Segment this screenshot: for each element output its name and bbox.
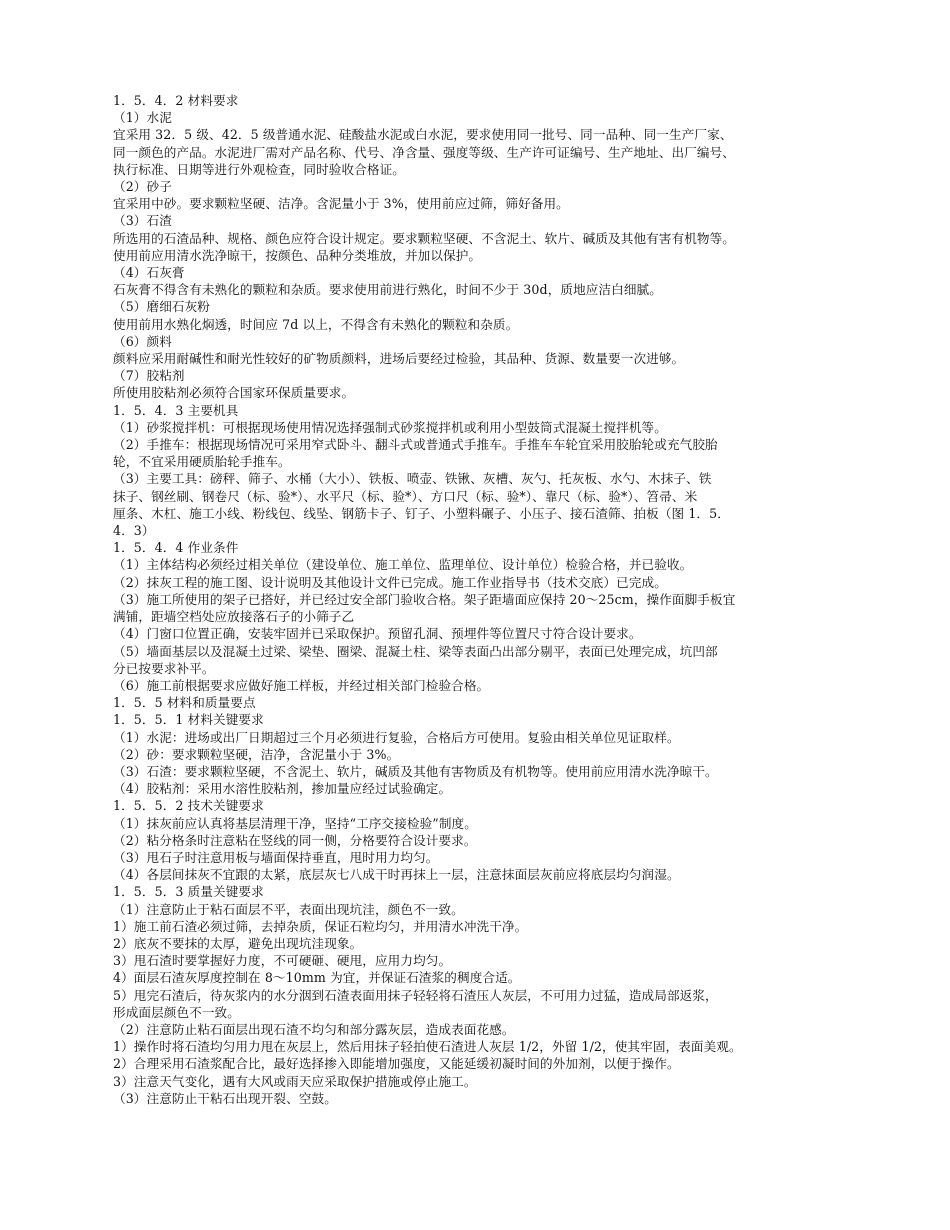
text-line: （5）墙面基层以及混凝土过梁、梁垫、圈梁、混凝土柱、梁等表面凸出部分剔平，表面已处理完成，坑凹部 [113, 643, 718, 659]
text-line: （4）各层间抹灰不宜跟的太紧，底层灰七八成干时再抹上一层，注意抹面层灰前应将底层均匀润湿。 [113, 867, 680, 883]
text-line: （4）胶粘剂：采用水溶性胶粘剂，掺加量应经过试验确定。 [113, 781, 452, 797]
text-line: （1）抹灰前应认真将基层清理干净，坚持“工序交接检验”制度。 [113, 815, 477, 831]
text-line: 3）甩石渣时要掌握好力度，不可硬砸、硬甩，应用力均匀。 [113, 953, 452, 969]
text-line: （3）甩石子时注意用板与墙面保持垂直，甩时用力均匀。 [113, 849, 439, 865]
text-line: 2）底灰不要抹的太厚，避免出现坑洼现象。 [113, 935, 363, 951]
text-line: 颜料应采用耐碱性和耐光性较好的矿物质颜料，进场后要经过检验，其品种、货源、数量要一次进够。 [113, 351, 685, 367]
text-line: 4）面层石渣灰厚度控制在 8～10mm 为宜，并保证石渣浆的稠度合适。 [113, 970, 521, 986]
text-line: 宜采用 32．5 级、42．5 级普通水泥、硅酸盐水泥或白水泥，要求使用同一批号、同一品种、同一生产厂家、 [113, 127, 733, 143]
text-line: 石灰膏不得含有未熟化的颗粒和杂质。要求使用前进行熟化，时间不少于 30d，质地应洁白细腻。 [113, 282, 662, 298]
document-page [113, 92, 873, 1107]
text-line: 形成面层颜色不一致。 [113, 1004, 240, 1020]
text-line: （2）抹灰工程的施工图、设计说明及其他设计文件已完成。施工作业指导书（技术交底）已完成。 [113, 574, 667, 590]
text-line: 所选用的石渣品种、规格、颜色应符合设计规定。要求颗粒坚硬、不含泥土、软片、碱质及其他有害有机物等。 [113, 230, 735, 246]
text-line: 1．5．4．4 作业条件 [113, 540, 239, 556]
text-line: （1）水泥 [113, 110, 172, 126]
text-line: 同一颜色的产品。水泥进厂需对产品名称、代号、净含量、强度等级、生产许可证编号、生产地址、出厂编号、 [113, 144, 735, 160]
text-line: 抹子、钢丝刷、钢卷尺（标、验*）、水平尺（标、验*）、方口尺（标、验*）、靠尺（标、验*）、笤帚、米 [113, 488, 698, 504]
text-line: 3）注意天气变化，遇有大风或雨天应采取保护措施或停止施工。 [113, 1073, 477, 1089]
text-line: （4）门窗口位置正确，安装牢固并已采取保护。预留孔洞、预埋件等位置尺寸符合设计要求。 [113, 626, 642, 642]
text-line: 执行标准、日期等进行外观检查，同时验收合格证。 [113, 161, 405, 177]
text-line: 1．5．5．2 技术关键要求 [113, 798, 264, 814]
text-line: （2）粘分格条时注意粘在竖线的同一侧，分格要符合设计要求。 [113, 832, 477, 848]
text-line: （3）石渣 [113, 213, 172, 229]
text-line: （2）手推车：根据现场情况可采用窄式卧斗、翻斗式或普通式手推车。手推车车轮宜采用胶胎轮或充气胶胎 [113, 437, 718, 453]
text-line: （1）砂浆搅拌机：可根据现场使用情况选择强制式砂浆搅拌机或利用小型鼓筒式混凝土搅拌机等。 [113, 419, 667, 435]
text-line: （3）注意防止干粘石出现开裂、空鼓。 [113, 1090, 337, 1106]
text-line: （3）施工所使用的架子已搭好，并已经过安全部门验收合格。架子距墙面应保持 20～25cm，操作面脚手板宜 [113, 591, 736, 607]
text-line: （6）颜料 [113, 333, 172, 349]
text-line: （3）主要工具：磅秤、筛子、水桶（大小）、铁板、喷壶、铁锹、灰槽、灰勺、托灰板、水勺、木抹子、铁 [113, 471, 712, 487]
text-line: 1．5．5 材料和质量要点 [113, 695, 256, 711]
text-line: 5）甩完石渣后，待灰浆内的水分洇到石渣表面用抹子轻轻将石渣压人灰层，不可用力过猛，造成局部返浆， [113, 987, 718, 1003]
text-line: 所使用胶粘剂必须符合国家环保质量要求。 [113, 385, 355, 401]
text-line: 1．5．5．1 材料关键要求 [113, 712, 264, 728]
text-line: 使用前用水熟化焖透，时间应 7d 以上，不得含有未熟化的颗粒和杂质。 [113, 316, 519, 332]
text-line: 使用前应用清水洗净晾干，按颜色、品种分类堆放，并加以保护。 [113, 247, 482, 263]
text-line: 4．3） [113, 523, 155, 539]
text-line: （3）石渣：要求颗粒坚硬，不含泥土、软片，碱质及其他有害物质及有机物等。使用前应用清水洗净晾干。 [113, 763, 718, 779]
text-line: 厘条、木杠、施工小线、粉线包、线坠、钢筋卡子、钉子、小塑料碾子、小压子、接石渣筛、拍板（图 1．5． [113, 505, 730, 521]
text-line: 2）合理采用石渣浆配合比，最好选择掺入即能增加强度，又能延缓初凝时间的外加剂，以便于操作。 [113, 1056, 680, 1072]
text-line: （1）主体结构必须经过相关单位（建设单位、施工单位、监理单位、设计单位）检验合格，并已验收。 [113, 557, 693, 573]
text-line: （1）注意防止于粘石面层不平，表面出现坑洼，颜色不一致。 [113, 901, 464, 917]
text-line: （2）注意防止粘石面层出现石渣不均匀和部分露灰层，造成表面花感。 [113, 1021, 515, 1037]
text-line: 1．5．4．3 主要机具 [113, 402, 239, 418]
text-line: 1．5．4．2 材料要求 [113, 93, 239, 108]
text-line: （2）砂子 [113, 179, 172, 195]
text-line: 轮，不宜采用硬质胎轮手推车。 [113, 454, 291, 470]
text-line: （5）磨细石灰粉 [113, 299, 210, 315]
text-line: （6）施工前根据要求应做好施工样板，并经过相关部门检验合格。 [113, 677, 490, 693]
text-line: （2）砂：要求颗粒坚硬，洁净，含泥量小于 3%。 [113, 746, 400, 762]
text-line: 1．5．5．3 质量关键要求 [113, 884, 264, 900]
text-line: 分已按要求补平。 [113, 660, 215, 676]
text-line: （1）水泥：进场或出厂日期超过三个月必须进行复验，合格后方可使用。复验由相关单位见证取样。 [113, 729, 680, 745]
text-line: 1）操作时将石渣均匀用力甩在灰层上，然后用抹子轻拍使石渣进人灰层 1/2，外留 1/2，使其牢固，表面美观。 [113, 1039, 742, 1055]
text-line: 满铺，距墙空档处应放接落石子的小筛子乙 [113, 609, 355, 625]
text-line: （4）石灰膏 [113, 265, 185, 281]
text-line: （7）胶粘剂 [113, 368, 185, 384]
text-line: 宜采用中砂。要求颗粒坚硬、洁净。含泥量小于 3%，使用前应过筛，筛好备用。 [113, 196, 569, 212]
text-line: 1）施工前石渣必须过筛，去掉杂质，保证石粒均匀，并用清水冲洗干净。 [113, 918, 528, 934]
